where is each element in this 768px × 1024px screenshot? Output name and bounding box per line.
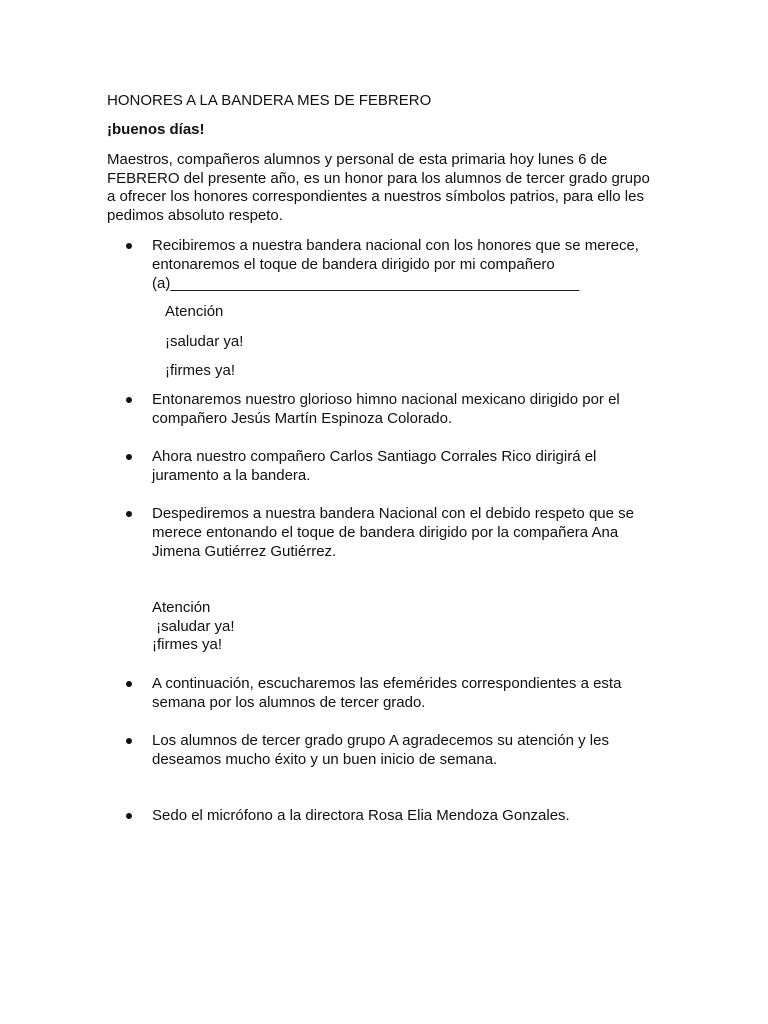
- command-firm: ¡firmes ya!: [152, 636, 223, 653]
- intro-line: FEBRERO del presente año, es un honor para los alumnos de tercer grado grupo: [107, 169, 650, 187]
- list-item-line: Jimena Gutiérrez Gutiérrez.: [152, 543, 337, 560]
- intro-line: Maestros, compañeros alumnos y personal de esta primaria hoy lunes 6 de: [107, 151, 608, 168]
- list-item-line: semana por los alumnos de tercer grado.: [152, 694, 426, 711]
- command-salute: ¡saludar ya!: [165, 333, 244, 350]
- command-attention: Atención: [152, 599, 211, 616]
- list-item-line: (a)_________________________________________________: [152, 275, 580, 292]
- list-item: [152, 390, 620, 428]
- list-item: [152, 504, 634, 561]
- list-item: [152, 236, 639, 293]
- list-item: [152, 447, 596, 485]
- greeting: ¡buenos días!: [107, 121, 205, 138]
- list-item-line: Sedo el micrófono a la directora Rosa Elia Mendoza Gonzales.: [152, 807, 570, 824]
- list-item-line: Los alumnos de tercer grado grupo A agradecemos su atención y les: [152, 732, 609, 749]
- command-firm: ¡firmes ya!: [165, 362, 236, 379]
- command-attention: Atención: [165, 303, 224, 320]
- list-item: [152, 806, 570, 825]
- list-item-line: Ahora nuestro compañero Carlos Santiago Corrales Rico dirigirá el: [152, 448, 597, 465]
- list-item-line: Entonaremos nuestro glorioso himno nacional mexicano dirigido por el: [152, 391, 620, 408]
- intro-line: a ofrecer los honores correspondientes a nuestros símbolos patrios, para ello les: [107, 188, 644, 205]
- list-item-line: entonaremos el toque de bandera dirigido por mi compañero: [152, 256, 555, 273]
- list-item-line: Recibiremos a nuestra bandera nacional con los honores que se merece,: [152, 237, 639, 254]
- list-item-line: compañero Jesús Martín Espinoza Colorado.: [152, 410, 453, 427]
- list-item-line: merece entonando el toque de bandera dirigido por la compañera Ana: [152, 524, 619, 541]
- list-item-line: Despediremos a nuestra bandera Nacional con el debido respeto que se: [152, 505, 634, 522]
- list-item: [152, 731, 609, 769]
- list-item-line: deseamos mucho éxito y un buen inicio de semana.: [152, 751, 498, 768]
- list-item: [152, 674, 621, 712]
- command-salute: ¡saludar ya!: [152, 618, 235, 635]
- list-item-line: A continuación, escucharemos las efemérides correspondientes a esta: [152, 675, 622, 692]
- intro-line: pedimos absoluto respeto.: [107, 206, 283, 224]
- list-item-line: juramento a la bandera.: [152, 467, 311, 484]
- document-title: HONORES A LA BANDERA MES DE FEBRERO: [107, 92, 432, 109]
